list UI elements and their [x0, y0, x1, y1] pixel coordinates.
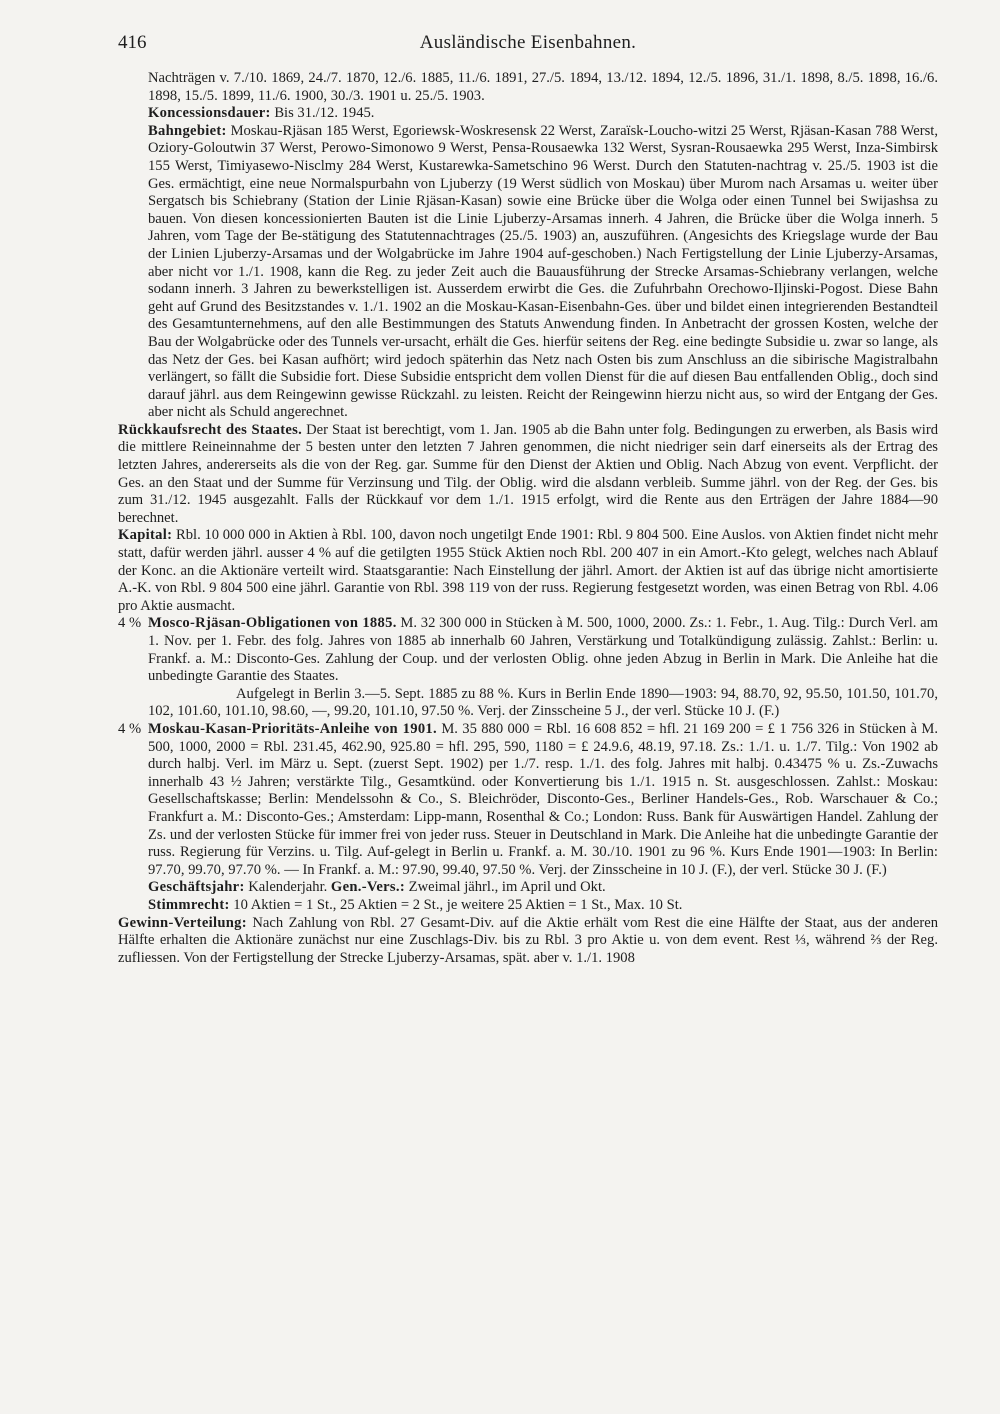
paragraph-kapital [118, 527, 938, 615]
paragraph-text: Rbl. 10 000 000 in Aktien à Rbl. 100, davon noch ungetilgt Ende 1901: Rbl. 9 804 500. Eine Auslos. von Aktien findet nicht mehr statt, dafür werden jährl. ausser 4 % auf die getilgten 1955 Stück Aktien noch Rbl. 200 407 in ein Amort.-Kto gelegt, welches nach Ablauf der Konc. an die Aktionäre verteilt wird. Staatsgarantie: Nach Einstellung der jährl. Amort. der Aktien ist auf das übrige nicht amortisierte A.-K. von Rbl. 9 804 500 eine jährl. Garantie von Rbl. 398 119 von der russ. Regierung festgesetzt worden, was einen Betrag von Rbl. 4.06 pro Aktie ausmacht. [118, 527, 938, 614]
paragraph-text: M. 32 300 000 in Stücken à M. 500, 1000, 2000. Zs.: 1. Febr., 1. Aug. Tilg.: Durch Verl. am 1. Nov. per 1. Febr. des folg. Jahres von 1885 ab innerhalb 60 Jahren, Verstärkung und Totalkündigung zulässig. Zahlst.: Berlin: u. Frankf. a. M.: Disconto-Ges. Zahlung der Coup. und der verlosten Oblig. ohne jeden Abzug in Berlin in Mark. Die Anleihe hat die unbedingte Garantie des Staates. [148, 615, 938, 685]
section-label: Kapital: [118, 527, 173, 544]
interest-rate-prefix: 4 % [118, 615, 142, 632]
paragraph-text: 10 Aktien = 1 St., 25 Aktien = 2 St., je weitere 25 Aktien = 1 St., Max. 10 St. [229, 896, 683, 913]
paragraph-text: Bis 31./12. 1945. [270, 105, 375, 122]
section-label: Mosco-Rjäsan-Obligationen von 1885. [148, 615, 397, 632]
paragraph-stimmrecht [118, 897, 938, 915]
paragraph-bahngebiet [118, 123, 938, 422]
section-label: Stimmrecht: [148, 896, 230, 913]
paragraph-gewinn-verteilung [118, 915, 938, 968]
section-label: Moskau-Kasan-Prioritäts-Anleihe von 1901. [148, 720, 437, 737]
paragraph-rueckkaufsrecht [118, 422, 938, 528]
section-label: Koncessionsdauer: [148, 105, 271, 122]
paragraph-text: M. 35 880 000 = Rbl. 16 608 852 = hfl. 21 169 200 = £ 1 756 326 in Stücken à M. 500, 1000, 2000 = Rbl. 231.45, 462.90, 925.80 = hfl. 295, 590, 1180 = £ 24.9.6, 48.19, 97.18. Zs.: 1./1. u. 1./7. Tilg.: Von 1902 ab durch halbj. Verl. im März u. Sept. (zuerst Sept. 1902) per 1./7. resp. 1./1. des folg. Jahres mit halbj. 0.43475 % u. Zs.-Zuwachs innerhalb 43 ½ Jahren; verstärkte Tilg., Gesamtkünd. oder Konvertierung bis 1./1. 1915 n. St. ausgeschlossen. Zahlst.: Moskau: Gesellschaftskasse; Berlin: Mendelssohn & Co., S. Bleichröder, Disconto-Ges., Berliner Handels-Ges., Rob. Warschauer & Co.; Frankfurt a. M.: Disconto-Ges.; Amsterdam: Lipp-mann, Rosenthal & Co.; London: Russ. Bank für Auswärtigen Handel. Zahlung der Zs. und der verlosten Stücke für immer frei von jeder russ. Steuer in Deutschland in Mark. Die Anleihe hat die unbedingte Garantie der russ. Regierung für Verzins. u. Tilg. Auf-gelegt in Berlin u. Frankf. a. M. 30./10. 1901 zu 96 %. Kurs Ende 1901—1903: In Berlin: 97.70, 99.70, 97.70 %. — In Frankf. a. M.: 97.90, 99.40, 97.50 %. Verj. der Zinsscheine in 10 J. (F.), der verl. Stücke 30 J. (F.) [148, 720, 938, 878]
paragraph-text: Kalenderjahr. [244, 879, 331, 896]
running-title: Ausländische Eisenbahnen. [419, 32, 637, 53]
section-label: Bahngebiet: [148, 122, 227, 139]
paragraph-koncessionsdauer [118, 105, 938, 123]
section-label: Gewinn-Verteilung: [118, 914, 247, 931]
paragraph-text: Moskau-Rjäsan 185 Werst, Egoriewsk-Woskresensk 22 Werst, Zaraïsk-Loucho-witzi 25 Werst, Rjäsan-Kasan 788 Werst, Oziory-Goloutwin 37 Werst, Perowo-Simonowo 9 Werst, Pensa-Rousaewka 132 Werst, Sysran-Rousaewka 295 Werst, Inza-Simbirsk 155 Werst, Timiyasewo-Nisclmy 284 Werst, Kustarewka-Sametschino 96 Werst. Durch den Statuten-nachtrag v. 25./5. 1903 ist die Ges. ermächtigt, eine neue Normalspurbahn von Ljuberzy (19 Werst südlich von Moskau) über Murom nach Arsamas u. weiter über Sergatsch bis Schiebrany (Station der Linie Rjäsan-Kasan) sowie eine Brücke über die Wolga oder einen Tunnel bei Swijashsa zu bauen. Von diesen koncessionierten Bauten ist die Linie Ljuberzy-Arsamas innerh. 4 Jahren, die Brücke über die Wolga innerh. 5 Jahren, vom Tage der Be-stätigung des Statutennachtrages (25./5. 1903) an, auszuführen. (Angesichts des Kriegslage wurde der Bau der Linien Ljuberzy-Arsamas und der Wolgabrücke im Jahre 1904 auf-geschoben.) Nach Fertigstellung der Linie Ljuberzy-Arsamas, aber nicht vor 1./1. 1908, kann die Reg. zu jeder Zeit auch die Bauausführung der Strecke Arsamas-Schiebrany verlangen, welche sodann innerh. 3 Jahren zu bewerkstelligen ist. Ausserdem erwirbt die Ges. die Zufuhrbahn Orechowo-Iljinski-Pogost. Diese Bahn geht auf Grund des Besitzstandes v. 1./1. 1902 an die Moskau-Kasan-Eisenbahn-Ges. über und bildet einen integrierenden Bestandteil des Gesamtunternehmens, auf den alle Bestimmungen des Statuts Anwendung finden. In Anbetracht der grossen Kosten, welche der Bau der Wolgabrücke oder des Tunnels ver-ursacht, erhält die Ges. hierfür seitens der Reg. eine bedingte Subsidie u. zwar so lange, als das Netz der Ges. bei Kasan aufhört; wird jedoch späterhin das Netz nach Osten bis zum Anschluss an die sibirische Magistralbahn verlängert, so fällt die Subsidie fort. Diese Subsidie entspricht dem vollen Dienst für die auf diesen Bau entfallenden Oblig., doch sind darauf jährl. aus dem Reingewinn gewisse Rückzahl. zu leisten. Reicht der Reingewinn hierzu nicht aus, so wird der Entgang der Ges. aber nicht als Schuld angerechnet. [148, 122, 938, 421]
section-label: Rückkaufsrecht des Staates. [118, 421, 303, 438]
paragraph-moskau-kasan-anleihe [118, 721, 938, 879]
paragraph-text: Aufgelegt in Berlin 3.—5. Sept. 1885 zu 88 %. Kurs in Berlin Ende 1890—1903: 94, 88.70, 92, 95.50, 101.50, 101.70, 102, 101.60, 101.10, 98.60, —, 99.20, 101.10, 97.50 %. Verj. der Zinsscheine 5 J., der verl. Stücke 10 J. (F.) [148, 685, 938, 720]
paragraph-text: Der Staat ist berechtigt, vom 1. Jan. 1905 ab die Bahn unter folg. Bedingungen zu erwerben, als Basis wird die mittlere Reineinnahme der 5 besten unter den letzten 7 Jahren genommen, die nicht niedriger sein darf einerseits als der Ertrag des letzten Jahres, andererseits als die von der Reg. gar. Summe für den Dienst der Aktien und Oblig. Nach Abzug von event. Verpflicht. der Ges. an den Staat und der Summe für Verzinsung und Tilg. der Oblig. wird die alsdann verbleib. Summe jährl. von der Reg. der Ges. bis zum 31./12. 1945 ausgezahlt. Falls der Rückkauf vor dem 1./1. 1915 erfolgt, wird die Rente aus den Erträgen der Jahre 1884—90 berechnet. [118, 421, 938, 526]
paragraph-mosco-rjaesan-obligationen [118, 615, 938, 685]
paragraph-nachtraege [118, 70, 938, 105]
page-body [118, 70, 938, 967]
interest-rate-prefix: 4 % [118, 720, 142, 737]
paragraph-geschaeftsjahr [118, 879, 938, 897]
paragraph-aufgelegt-1885 [118, 686, 938, 721]
paragraph-text: Nach Zahlung von Rbl. 27 Gesamt-Div. auf die Aktie erhält vom Rest die eine Hälfte der Staat, aus der anderen Hälfte erhalten die Aktionäre zunächst nur eine Zuschlags-Div. bis zu Rbl. 3 pro Aktie u. von dem event. Rest ⅓, während ⅔ der Reg. zufliessen. Von der Fertigstellung der Strecke Ljuberzy-Arsamas, spät. aber v. 1./1. 1908 [118, 914, 938, 966]
section-label: Geschäftsjahr: [148, 879, 245, 896]
page-header [118, 32, 938, 58]
page-number: 416 [118, 32, 147, 53]
paragraph-text: Zweimal jährl., im April und Okt. [405, 879, 606, 896]
paragraph-text: Nachträgen v. 7./10. 1869, 24./7. 1870, 12./6. 1885, 11./6. 1891, 27./5. 1894, 13./12. 1894, 12./5. 1896, 31./1. 1898, 8./5. 1898, 16./6. 1898, 15./5. 1899, 11./6. 1900, 30./3. 1901 u. 25./5. 1903. [148, 70, 938, 104]
section-label: Gen.-Vers.: [330, 879, 406, 896]
